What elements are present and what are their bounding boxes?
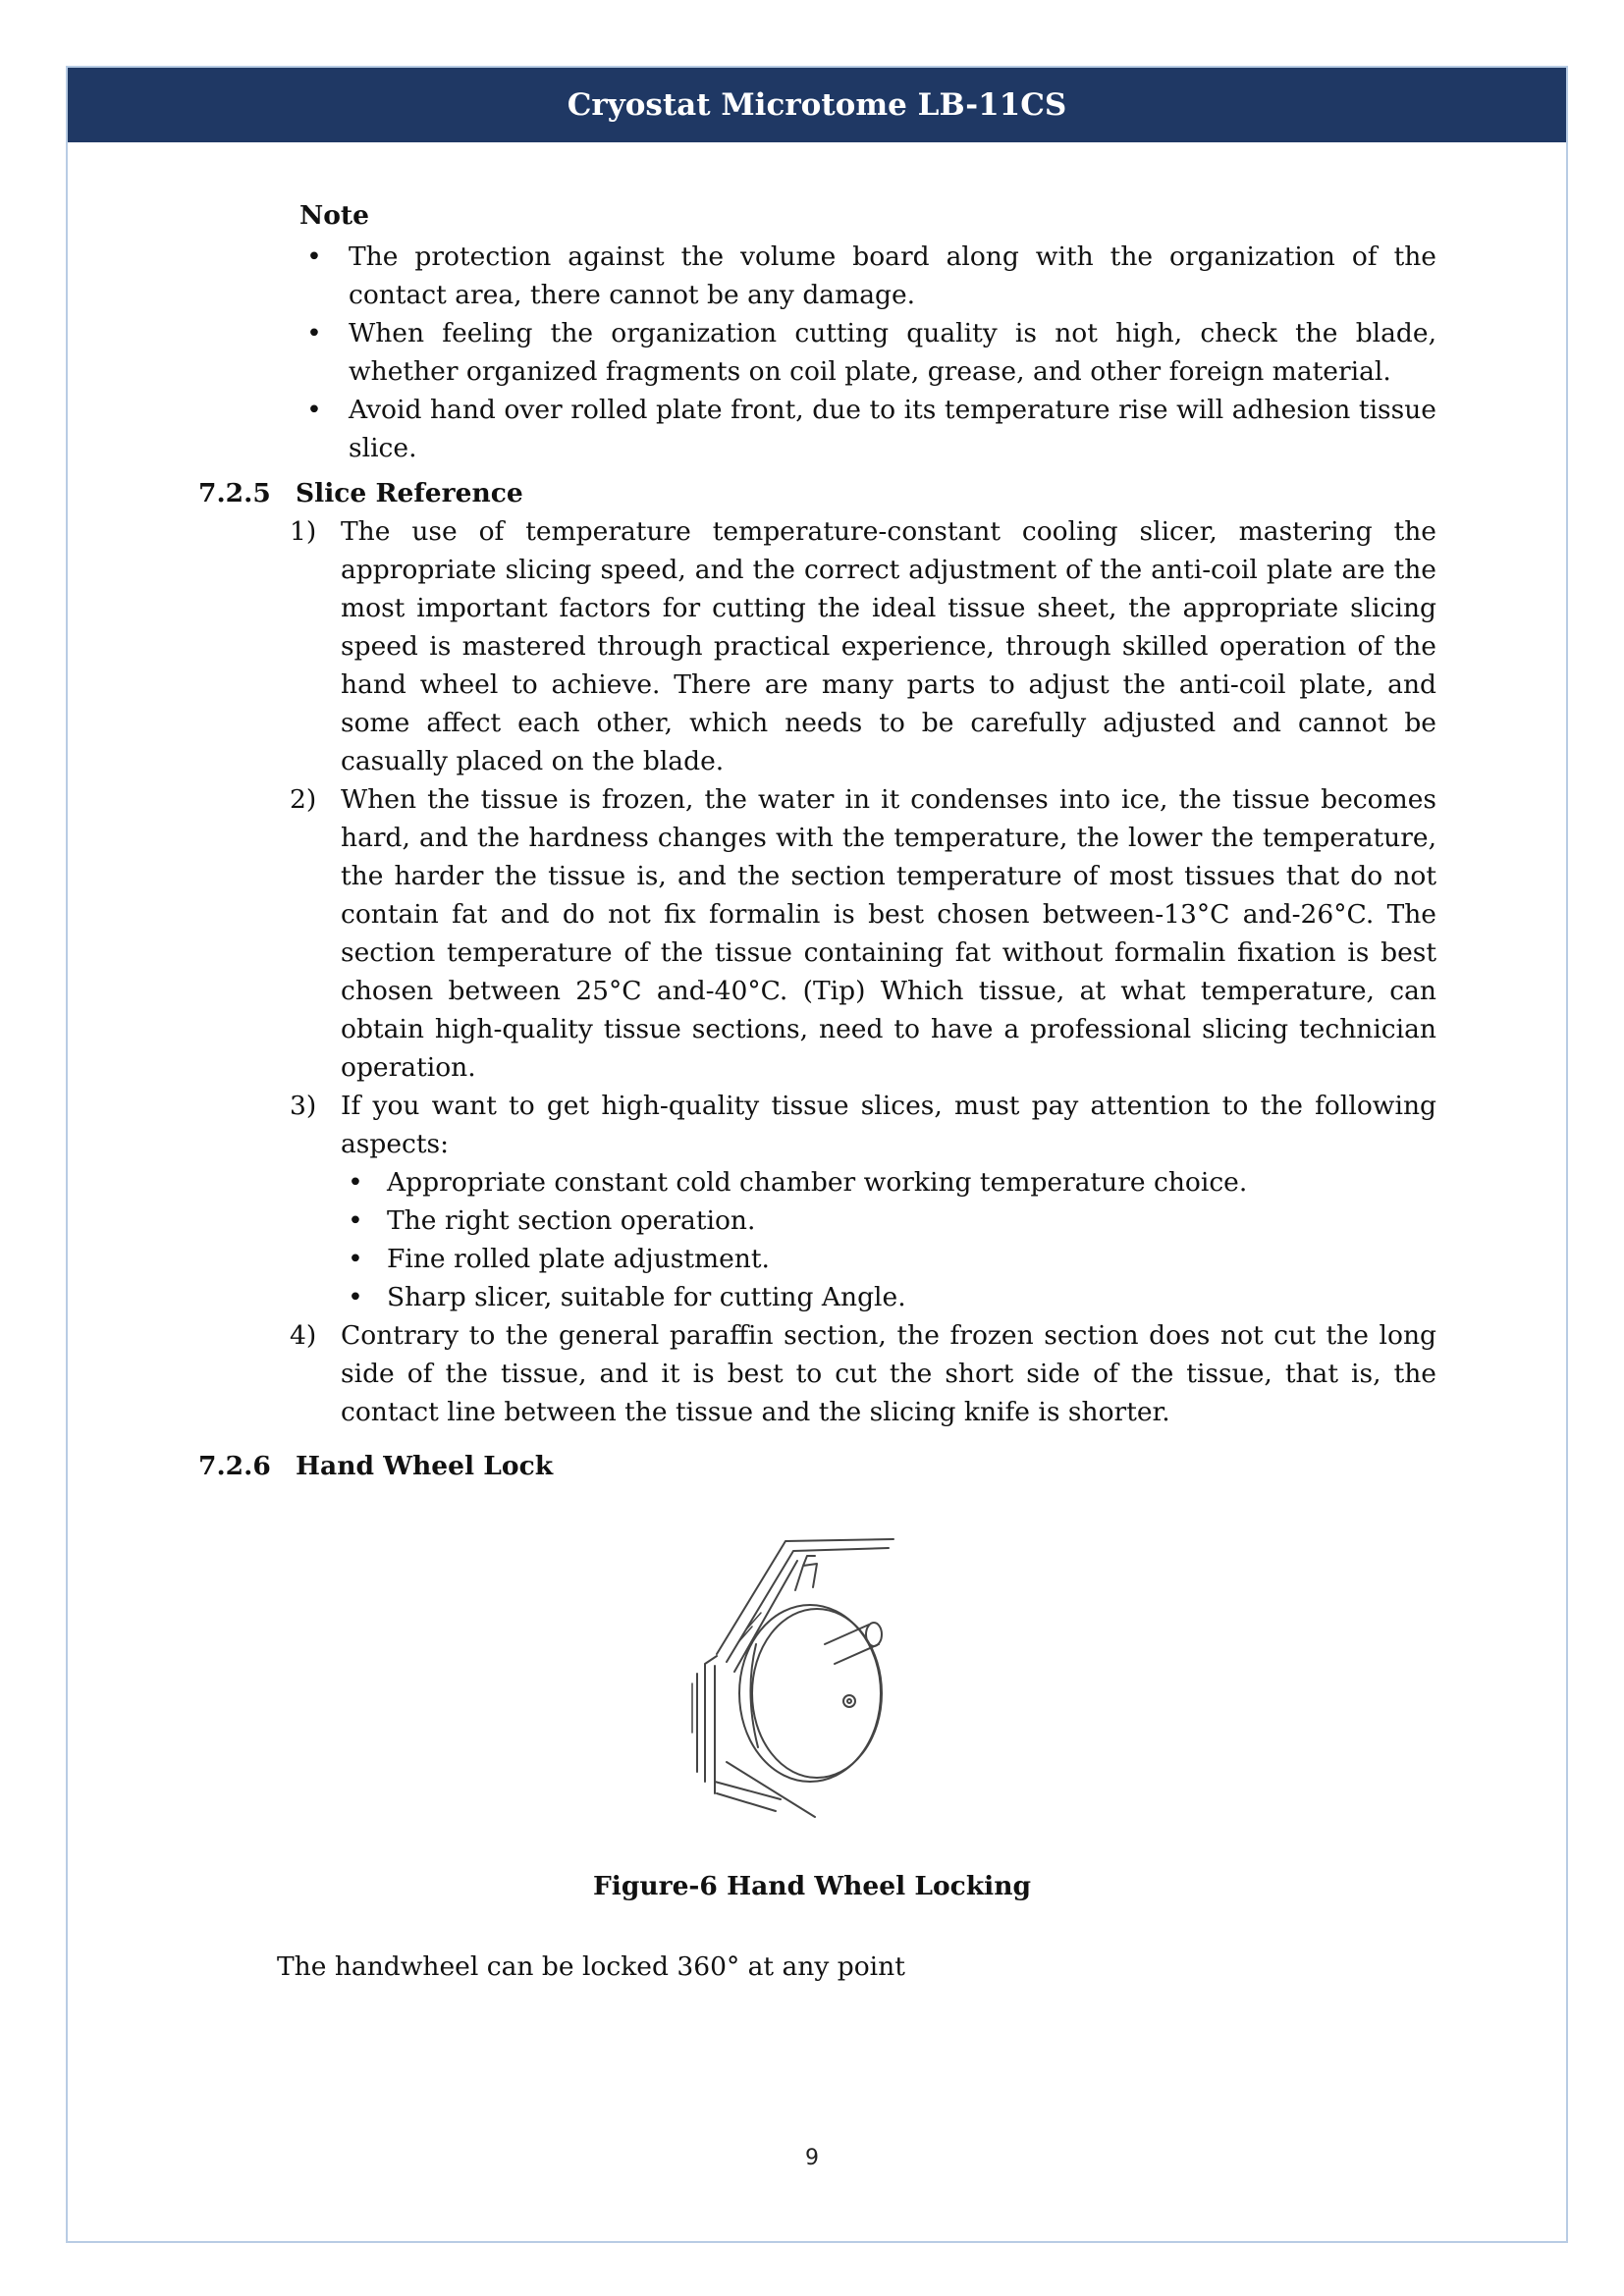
section-title: Hand Wheel Lock (296, 1451, 554, 1481)
page-number: 9 (805, 2146, 819, 2170)
bullet-icon: • (348, 1205, 363, 1236)
aspect-item: • Appropriate constant cold chamber working temperature choice. (341, 1163, 1436, 1201)
aspect-item: • Fine rolled plate adjustment. (341, 1240, 1436, 1278)
bullet-icon: • (348, 1167, 363, 1198)
note-list (299, 238, 1436, 467)
bullet-icon: • (306, 395, 322, 425)
section-number: 7.2.5 (198, 478, 271, 508)
list-item: 2) When the tissue is frozen, the water in it condenses into ice, the tissue becomes hard, and the hardness changes with the temperature, the lower the temperature, the harder the tissue is, and the section temperature of most tissues that do not contain fat and do not fix formalin is best chosen between-13°C and-26°C. The section temperature of the tissue containing fat without formalin fixation is best chosen between 25°C and-40°C. (Tip) Which tissue, at what temperature, can obtain high-quality tissue sections, need to have a professional slicing technician operation. (290, 784, 1436, 1083)
list-item: 3) If you want to get high-quality tissue slices, must pay attention to the following aspects: • Appropriate constant cold chamber working temperature choice. • The right section operation. • Fine rolled plate adjustment. • Sharp slicer, suitable for cutting Angle. (290, 1087, 1436, 1316)
section-number: 7.2.6 (198, 1451, 271, 1481)
aspects-list (341, 1163, 1436, 1316)
note-label: Note (299, 200, 369, 231)
bullet-icon: • (348, 1244, 363, 1274)
bullet-icon: • (306, 318, 322, 348)
figure-caption: Figure-6 Hand Wheel Locking (592, 1871, 1032, 1901)
aspect-item: • The right section operation. (341, 1201, 1436, 1240)
bullet-icon: • (348, 1282, 363, 1312)
aspect-item: • Sharp slicer, suitable for cutting Angle. (341, 1278, 1436, 1316)
hand-wheel-figure (687, 1536, 923, 1821)
section-title: Slice Reference (296, 478, 523, 508)
list-item: 4) Contrary to the general paraffin section, the frozen section does not cut the long side of the tissue, and it is best to cut the short side of the tissue, that is, the contact line between the tissue and the slicing knife is shorter. (290, 1320, 1436, 1427)
header-title: Cryostat Microtome LB-11CS (567, 87, 1067, 123)
bullet-icon: • (306, 241, 322, 272)
note-item: • The protection against the volume board along with the organization of the contact area, there cannot be any damage. (299, 238, 1436, 314)
slice-reference-list (290, 512, 1436, 1431)
note-item: • When feeling the organization cutting quality is not high, check the blade, whether organized fragments on coil plate, grease, and other foreign material. (299, 314, 1436, 391)
list-item: 1) The use of temperature temperature-constant cooling slicer, mastering the appropriate slicing speed, and the correct adjustment of the anti-coil plate are the most important factors for cutting the ideal tissue sheet, the appropriate slicing speed is mastered through practical experience, through skilled operation of the hand wheel to achieve. There are many parts to adjust the anti-coil plate, and some affect each other, which needs to be carefully adjusted and cannot be casually placed on the blade. (290, 516, 1436, 776)
body-paragraph: The handwheel can be locked 360° at any point (277, 1951, 905, 1982)
page-header (68, 68, 1566, 142)
note-item: • Avoid hand over rolled plate front, due to its temperature rise will adhesion tissue slice. (299, 391, 1436, 467)
